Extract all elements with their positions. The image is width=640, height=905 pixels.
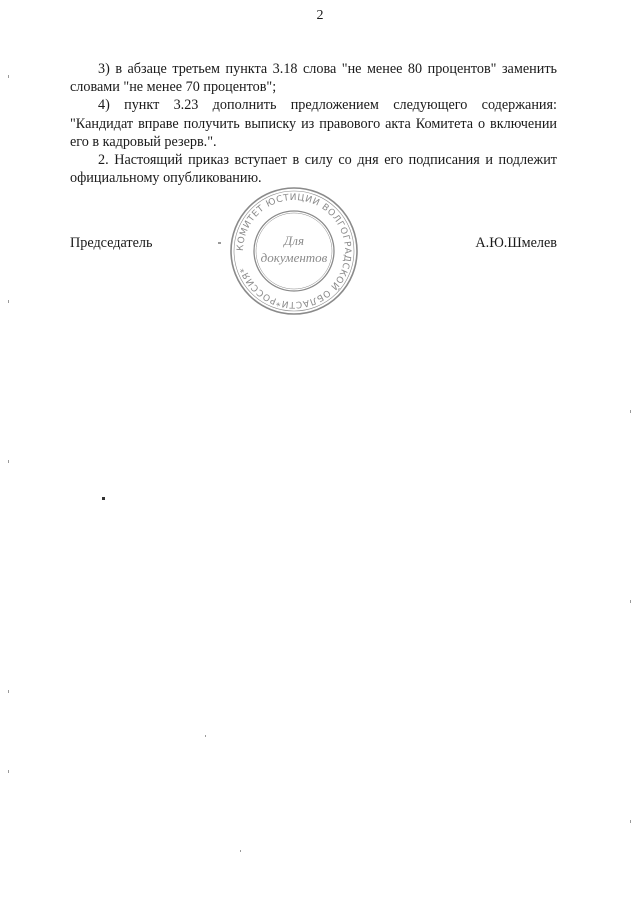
paragraph-item-3: 3) в абзаце третьем пункта 3.18 слова "не менее 80 процентов" заменить словами "не менее 70 процентов"; (70, 61, 557, 96)
scan-dot (102, 497, 105, 500)
scan-dot (8, 690, 9, 693)
document-body (70, 60, 557, 187)
scan-dot (205, 735, 206, 737)
scan-dot (630, 820, 631, 823)
scan-dot (8, 300, 9, 303)
official-stamp (228, 185, 360, 317)
stamp-center-line-1: Для (284, 233, 304, 248)
stamp-center-line-2: документов (260, 250, 328, 265)
page-number: 2 (316, 8, 324, 23)
signer-name: А.Ю.Шмелев (475, 235, 557, 251)
scan-dot (218, 242, 221, 244)
signer-title: Председатель (70, 235, 153, 251)
scan-dot (8, 75, 9, 78)
paragraph-item-4: 4) пункт 3.23 дополнить предложением следующего содержания: "Кандидат вправе получить выписку из правового акта Комитета о включении его в кадровый резерв.". (70, 97, 557, 150)
scan-dot (8, 770, 9, 773)
paragraph-clause-2: 2. Настоящий приказ вступает в силу со дня его подписания и подлежит официальному опубликованию. (70, 152, 557, 187)
scan-dot (630, 600, 631, 603)
stamp-ring-text: КОМИТЕТ ЮСТИЦИИ ВОЛГОГРАДСКОЙ ОБЛАСТИ*РОССИЯ* (235, 192, 353, 310)
scan-dot (630, 410, 631, 413)
scan-dot (240, 850, 241, 852)
scan-dot (8, 460, 9, 463)
